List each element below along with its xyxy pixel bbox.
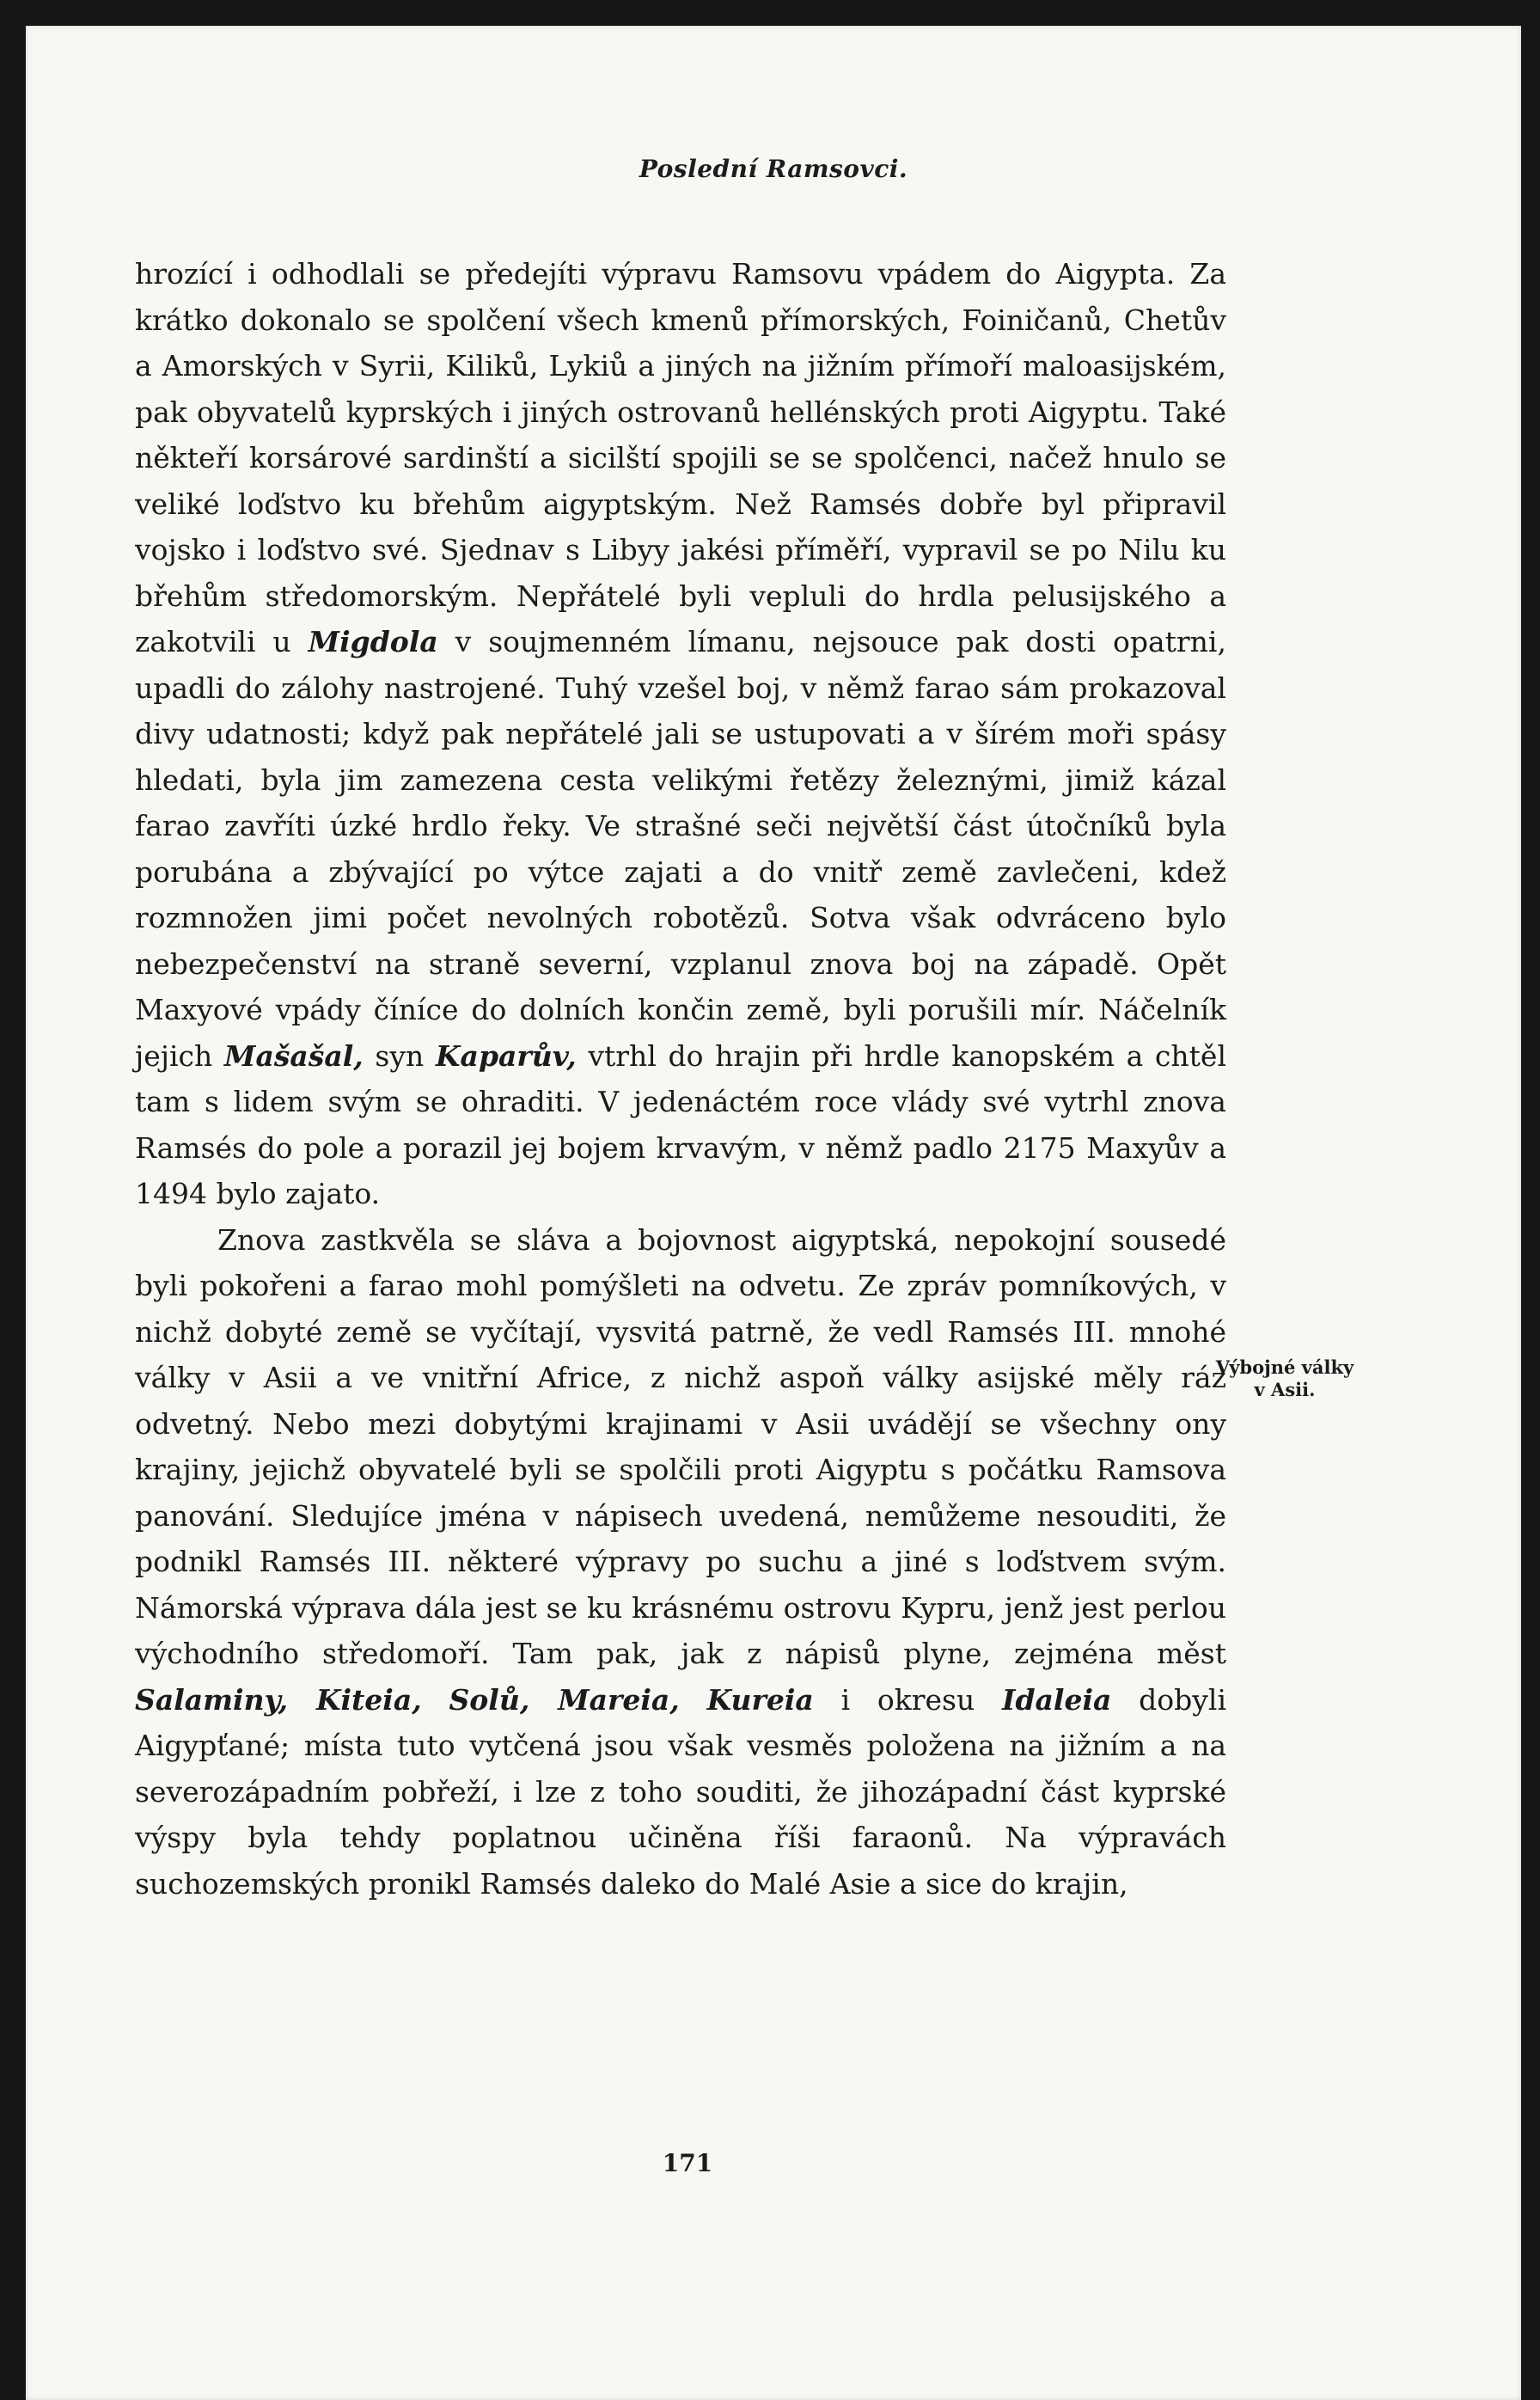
running-title: Poslední Ramsovci.	[639, 155, 908, 183]
name-kaparuv: Kaparův,	[435, 1038, 577, 1073]
paragraph-1-part-a: hrozící i odhodlali se předejíti výpravu Ramsovu vpádem do Aigypta. Za krátko dokonalo se spolčení všech kmenů přímorských, Foiničanů, Chetův a Amorských v Syrii, Kiliků, Lykiů a jiných na jižním přímoří maloasijském, pak obyvatelů kyprských i jiných ostrovanů hellénských proti Aigyptu. Také někteří korsárové sardinští a sicilští spojili se se spolčenci, načež hnulo se veliké loďstvo ku břehům aigyptským. Než Ramsés dobře byl připravil vojsko i loďstvo své. Sjednav s Libyy jakési příměří, vypravil se po Nilu ku břehům středomorským. Nepřátelé byli vepluli do hrdla pelusijského a zakotvili u	[135, 257, 1226, 658]
margin-note-line-2: v Asii.	[1254, 1379, 1316, 1400]
book-page	[26, 26, 1521, 2400]
paragraph-1-part-c: syn	[375, 1038, 425, 1073]
paragraph-2-part-b: i okresu	[840, 1682, 975, 1717]
paragraph-2-part-c: dobyli Aigypťané; místa tuto vytčená jsou však vesměs položena na jižním a na severozápadním pobřeží, i lze z toho souditi, že jihozápadní část kyprské výspy byla tehdy poplatnou učiněna říši faraonů. Na výpravách suchozemských pronikl Ramsés daleko do Malé Asie a sice do krajin,	[135, 1682, 1226, 1901]
page-number: 171	[662, 2149, 713, 2177]
places-salaminy-kiteia: Salaminy, Kiteia,	[135, 1682, 422, 1717]
paragraph-1-part-d: vtrhl do hrajin při hrdle kanopském a chtěl tam s lidem svým se ohraditi. V jedenáctém roce vlády své vytrhl znova Ramsés do pole a porazil jej bojem krvavým, v němž padlo 2175 Maxyův a 1494 bylo zajato.	[135, 1038, 1227, 1210]
paragraph-2	[135, 1217, 1226, 1907]
places-solu-mareia: Solů, Mareia,	[449, 1682, 680, 1717]
margin-note	[1212, 1356, 1358, 1401]
body-text	[135, 251, 1226, 1907]
paragraph-2-part-a: Znova zastkvěla se sláva a bojovnost aigyptská, nepokojní sousedé byli pokořeni a farao mohl pomýšleti na odvetu. Ze zpráv pomníkových, v nichž dobyté země se vyčítají, vysvitá patrně, že vedl Ramsés III. mnohé války v Asii a ve vnitřní Africe, z nichž aspoň války asijské měly ráz odvetný. Nebo mezi dobytými krajinami v Asii uvádějí se všechny ony krajiny, jejichž obyvatelé byli se spolčili proti Aigyptu s počátku Ramsova panování. Sledujíce jména v nápisech uvedená, nemůžeme nesouditi, že podnikl Ramsés III. některé výpravy po suchu a jiné s loďstvem svým. Námorská výprava dála jest se ku krásnému ostrovu Kypru, jenž jest perlou východního středomoří. Tam pak, jak z nápisů plyne, zejména měst	[135, 1222, 1226, 1670]
place-migdol: Migdola	[308, 625, 438, 658]
name-masasal: Mašašal,	[223, 1038, 364, 1073]
place-idaleia: Idaleia	[1002, 1682, 1112, 1717]
paragraph-1	[135, 251, 1226, 1217]
place-kureia: Kureia	[706, 1682, 814, 1717]
margin-note-line-1: Výbojné války	[1215, 1356, 1354, 1378]
paragraph-1-part-b: v soujmenném límanu, nejsouce pak dosti opatrni, upadli do zálohy nastrojené. Tuhý vzešel boj, v němž farao sám prokazoval divy udatnosti; když pak nepřátelé jali se ustupovati a v šírém moři spásy hledati, byla jim zamezena cesta velikými řetězy železnými, jimiž kázal farao zavříti úzké hrdlo řeky. Ve strašné seči největší část útočníků byla porubána a zbývající po výtce zajati a do vnitř země zavlečeni, kdež rozmnožen jimi počet nevolných robotězů. Sotva však odvráceno bylo nebezpečenství na straně severní, vzplanul znova boj na západě. Opět Maxyové vpády číníce do dolních končin země, byli porušili mír. Náčelník jejich	[135, 625, 1226, 1073]
